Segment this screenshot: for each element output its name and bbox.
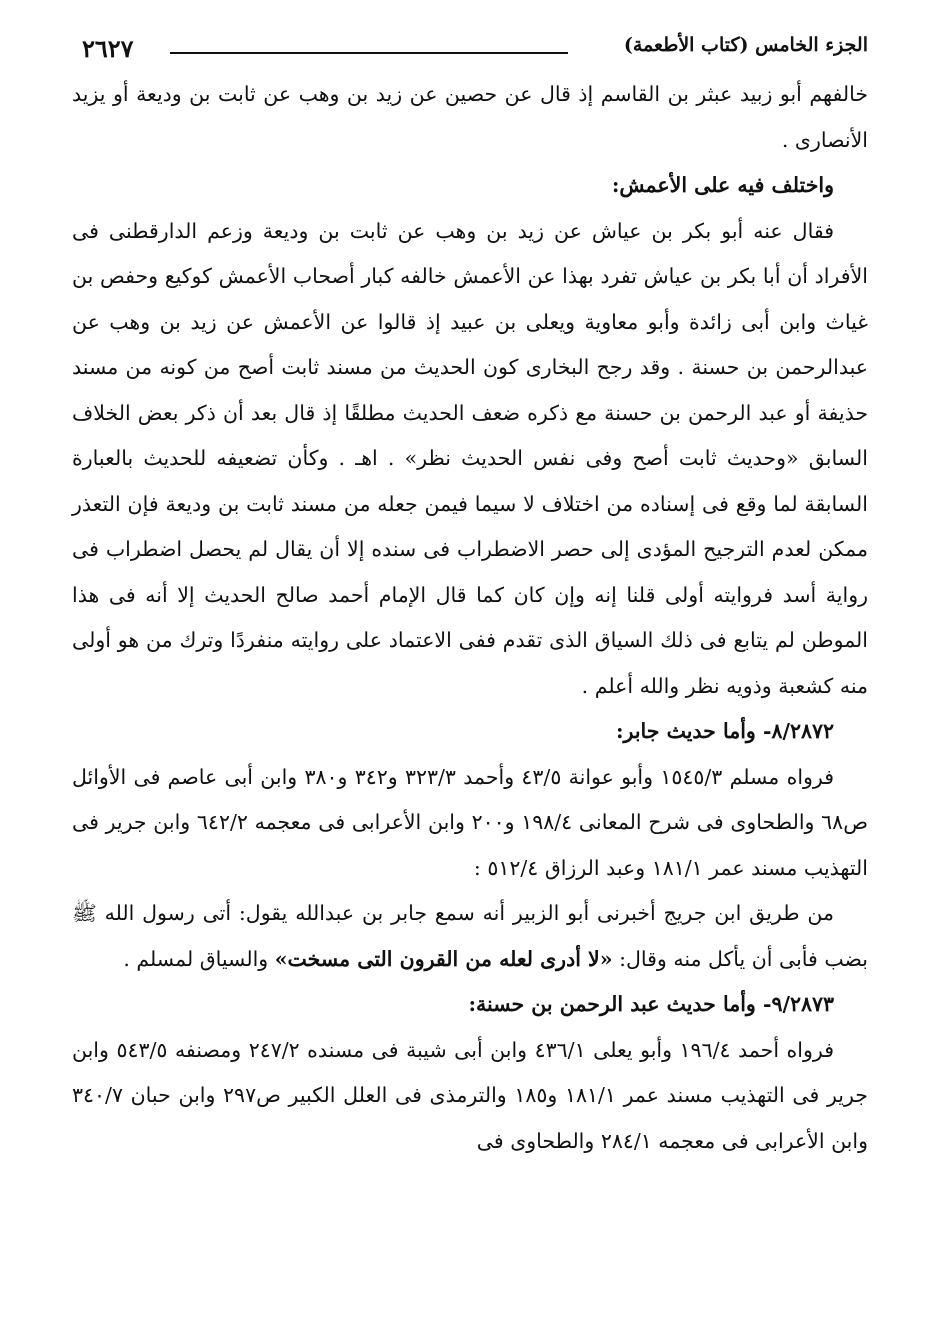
paragraph-aamash-discussion: فقال عنه أبو بكر بن عياش عن زيد بن وهب عن ثابت بن وديعة وزعم الدارقطنى فى الأفراد أن أبا بكر بن عياش تفرد بهذا عن الأعمش خالفه كبار أصحاب الأعمش كوكيع وحفص بن غياث وابن أبى زائدة وأبو معاوية ويعلى بن عبيد إذ قالوا عن الأعمش عن زيد بن وهب عن عبدالرحمن بن حسنة . وقد رجح البخارى كون الحديث من مسند ثابت أصح من كونه من مسند حذيفة أو عبد الرحمن بن حسنة مع ذكره ضعف الحديث مطلقًا إذ قال بعد أن ذكر بعض الخلاف السابق «وحديث ثابت أصح وفى نفس الحديث نظر» . اهـ . وكأن تضعيفه للحديث بالعبارة السابقة لما وقع فى إسناده من اختلاف لا سيما فيمن جعله من مسند ثابت بن وديعة فإن التعذر ممكن لعدم الترجيح المؤدى إلى حصر الاضطراب فى سنده إلا أن يقال لم يحصل اضطراب فى رواية أسد فروايته أولى قلنا إنه وإن كان كما قال الإمام أحمد صالح الحديث إلا أنه فى هذا الموطن لم يتابع فى ذلك السياق الذى تقدم ففى الاعتماد على روايته منفردًا وترك من هو أولى منه كشعبة وذويه نظر والله أعلم . — [72, 218, 868, 698]
paragraph-continuation: خالفهم أبو زبيد عبثر بن القاسم إذ قال عن حصين عن زيد بن وهب عن ثابت بن وديعة أو يزيد الأنصارى . — [72, 82, 868, 152]
jabir-closing: والسياق لمسلم . — [123, 946, 275, 971]
hadith-heading-jabir: ٨/٢٨٧٢- وأما حديث جابر: — [615, 719, 834, 743]
page-number: ٢٦٢٧ — [82, 34, 134, 63]
book-page — [72, 30, 868, 1320]
paragraph-abdulrahman-sources: فرواه أحمد ١٩٦/٤ وأبو يعلى ٤٣٦/١ وابن أبى شيبة فى مسنده ٢٤٧/٢ ومصنفه ٥٤٣/٥ وابن جرير فى التهذيب مسند عمر ١٨١/١ و١٨٥ والترمذى فى العلل الكبير ص٢٩٧ وابن حبان ٣٤٠/٧ وابن الأعرابى فى معجمه ٢٨٤/١ والطحاوى فى — [72, 1037, 868, 1153]
header-rule — [170, 52, 568, 54]
hadith-heading-abdulrahman: ٩/٢٨٧٣- وأما حديث عبد الرحمن بن حسنة: — [468, 992, 834, 1016]
jabir-chain: من طريق ابن جريج أخبرنى أبو الزبير أنه سمع جابر بن عبدالله يقول: أتى رسول الله ﷺ بضب فأبى أن يأكل منه وقال: — [72, 901, 868, 971]
hadith-quote: «لا أدرى لعله من القرون التى مسخت» — [274, 946, 613, 971]
page-header — [72, 30, 868, 72]
paragraph-jabir-sources: فرواه مسلم ١٥٤٥/٣ وأبو عوانة ٤٣/٥ وأحمد ٣٢٣/٣ و٣٤٢ و٣٨٠ وابن أبى عاصم فى الأوائل ص٦٨ والطحاوى فى شرح المعانى ١٩٨/٤ و٢٠٠ وابن الأعرابى فى معجمه ٦٤٢/٢ وابن جرير فى التهذيب مسند عمر ١٨١/١ وعبد الرزاق ٥١٢/٤ : — [72, 764, 868, 880]
page-body — [72, 72, 868, 1164]
running-title: الجزء الخامس (كتاب الأطعمة) — [623, 34, 868, 56]
paragraph-jabir-text — [72, 891, 868, 982]
section-heading-aamash: واختلف فيه على الأعمش: — [611, 173, 834, 197]
